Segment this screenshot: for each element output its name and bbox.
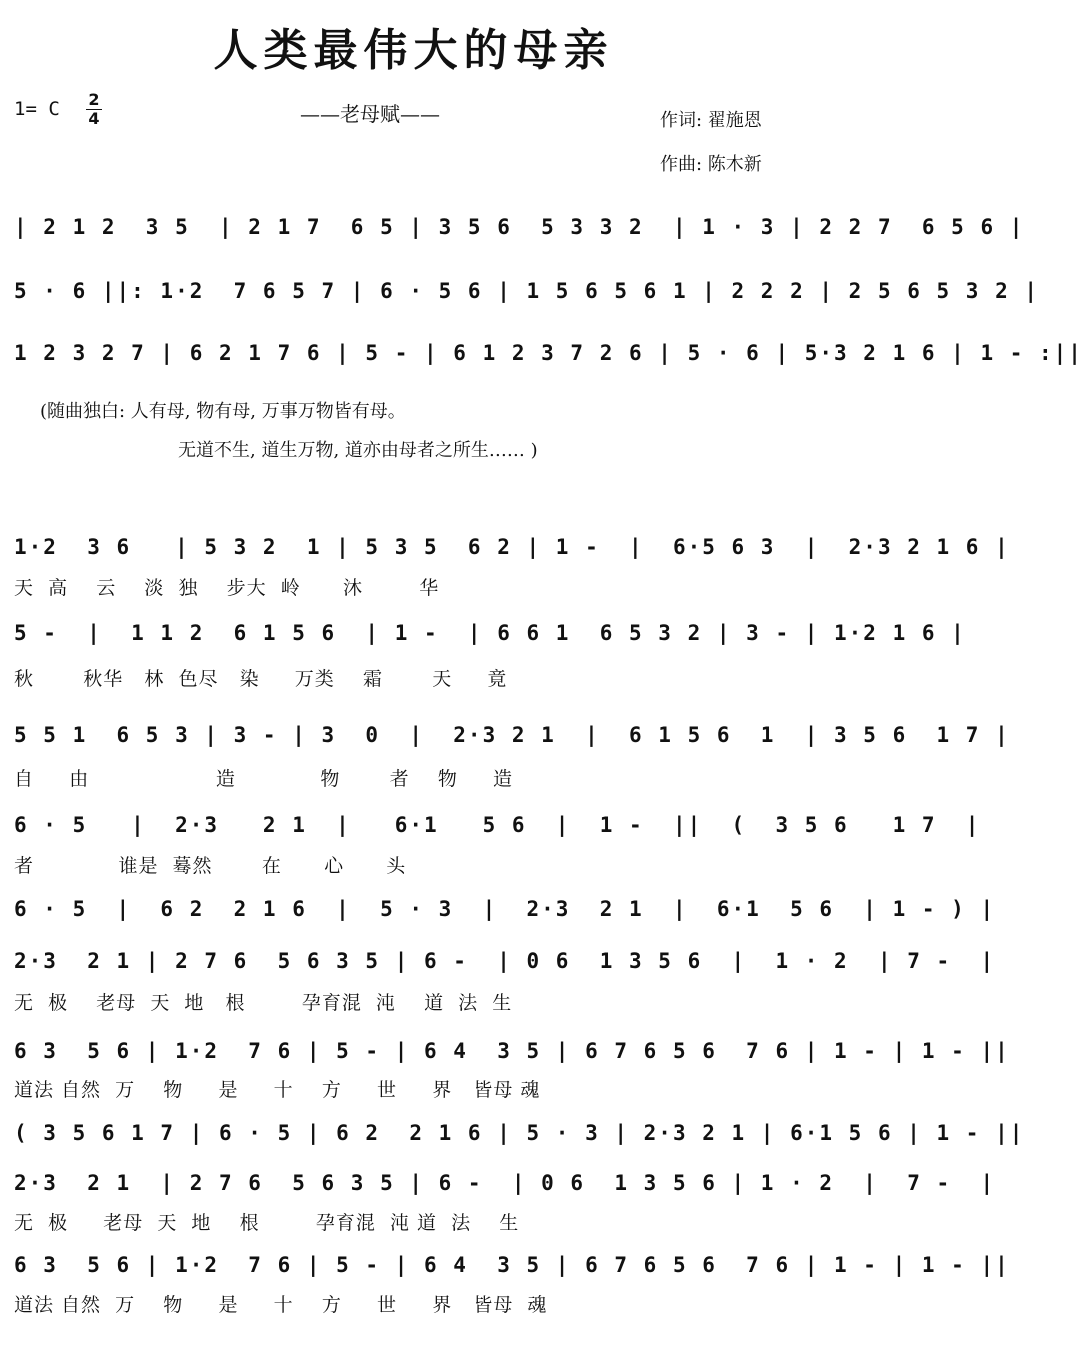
notation-line: 6 3 5 6 | 1·2 7 6 | 5 - | 6 4 3 5 | 6 7 6 5 6 7 6 | 1 - | 1 - || (14, 1039, 1010, 1063)
notation-line: 1·2 3 6 | 5 3 2 1 | 5 3 5 6 2 | 1 - | 6·5 6 3 | 2·3 2 1 6 | (14, 535, 1010, 559)
meter-top: 2 (88, 90, 100, 109)
lyric-line-5: 无 极 老母 天 地 根 孕育混 沌 道 法 生 (14, 992, 513, 1014)
notation-line: 5 5 1 6 5 3 | 3 - | 3 0 | 2·3 2 1 | 6 1 5 6 1 | 3 5 6 1 7 | (14, 723, 1010, 747)
verse-line-6 (14, 1034, 1010, 1068)
lyric-line-3: 自 由 造 物 者 物 造 (14, 768, 514, 790)
intro-line-3 (14, 336, 1083, 370)
notation-line: 2·3 2 1 | 2 7 6 5 6 3 5 | 6 - | 0 6 1 3 5 6 | 1 · 2 | 7 - | (14, 1171, 996, 1195)
intro-line-1 (14, 210, 1025, 244)
song-subtitle: ——老母赋—— (300, 102, 440, 126)
lyric-line-7: 无 极 老母 天 地 根 孕育混 沌 道 法 生 (14, 1212, 520, 1234)
notation-line: 1 2 3 2 7 | 6 2 1 7 6 | 5 - | 6 1 2 3 7 2 6 | 5 · 6 | 5·3 2 1 6 | 1 - :|| (14, 341, 1083, 365)
meter-bottom: 4 (88, 109, 100, 128)
lyricist-credit: 作词: 翟施恩 (660, 110, 762, 131)
notation-line: 2·3 2 1 | 2 7 6 5 6 3 5 | 6 - | 0 6 1 3 5 6 | 1 · 2 | 7 - | (14, 949, 996, 973)
verse-line-4 (14, 808, 981, 842)
lyric-line-8: 道法 自然 万 物 是 十 方 世 界 皆母 魂 (14, 1294, 548, 1316)
verse-line-5 (14, 944, 996, 978)
notation-line: | 2 1 2 3 5 | 2 1 7 6 5 | 3 5 6 5 3 3 2 | 1 · 3 | 2 2 7 6 5 6 | (14, 215, 1025, 239)
composer-credit: 作曲: 陈木新 (660, 154, 762, 175)
verse-line-2 (14, 616, 966, 650)
lyric-line-4: 者 谁是 蓦然 在 心 头 (14, 855, 407, 877)
monologue-line-2: 无道不生, 道生万物, 道亦由母者之所生…… ) (178, 440, 538, 461)
lyric-line-6: 道法 自然 万 物 是 十 方 世 界 皆母 魂 (14, 1079, 541, 1101)
notation-line: 6 3 5 6 | 1·2 7 6 | 5 - | 6 4 3 5 | 6 7 6 5 6 7 6 | 1 - | 1 - || (14, 1253, 1010, 1277)
lyric-line-2: 秋 秋华 林 色尽 染 万类 霜 天 竟 (14, 668, 508, 690)
notation-line: 5 - | 1 1 2 6 1 5 6 | 1 - | 6 6 1 6 5 3 2 | 3 - | 1·2 1 6 | (14, 621, 966, 645)
verse-line-1 (14, 530, 1010, 564)
intro-line-2 (14, 274, 1040, 308)
lyric-line-1: 天 高 云 淡 独 步大 岭 沐 华 (14, 577, 440, 599)
verse-line-3 (14, 718, 1010, 752)
notation-line: 6 · 5 | 2·3 2 1 | 6·1 5 6 | 1 - || ( 3 5 6 1 7 | (14, 813, 981, 837)
song-title: 人类最伟大的母亲 (213, 25, 614, 76)
interlude-line-2 (14, 1116, 1025, 1150)
notation-line: ( 3 5 6 1 7 | 6 · 5 | 6 2 2 1 6 | 5 · 3 | 2·3 2 1 | 6·1 5 6 | 1 - || (14, 1121, 1025, 1145)
notation-line: 6 · 5 | 6 2 2 1 6 | 5 · 3 | 2·3 2 1 | 6·1 5 6 | 1 - ) | (14, 897, 996, 921)
verse-line-7 (14, 1166, 996, 1200)
verse-line-8 (14, 1248, 1010, 1282)
key-signature: 1= C (14, 98, 60, 120)
monologue-line-1: (随曲独白: 人有母, 物有母, 万事万物皆有母。 (40, 401, 406, 422)
time-signature (86, 92, 102, 127)
interlude-line (14, 892, 996, 926)
notation-line: 5 · 6 ||: 1·2 7 6 5 7 | 6 · 5 6 | 1 5 6 5 6 1 | 2 2 2 | 2 5 6 5 3 2 | (14, 279, 1040, 303)
